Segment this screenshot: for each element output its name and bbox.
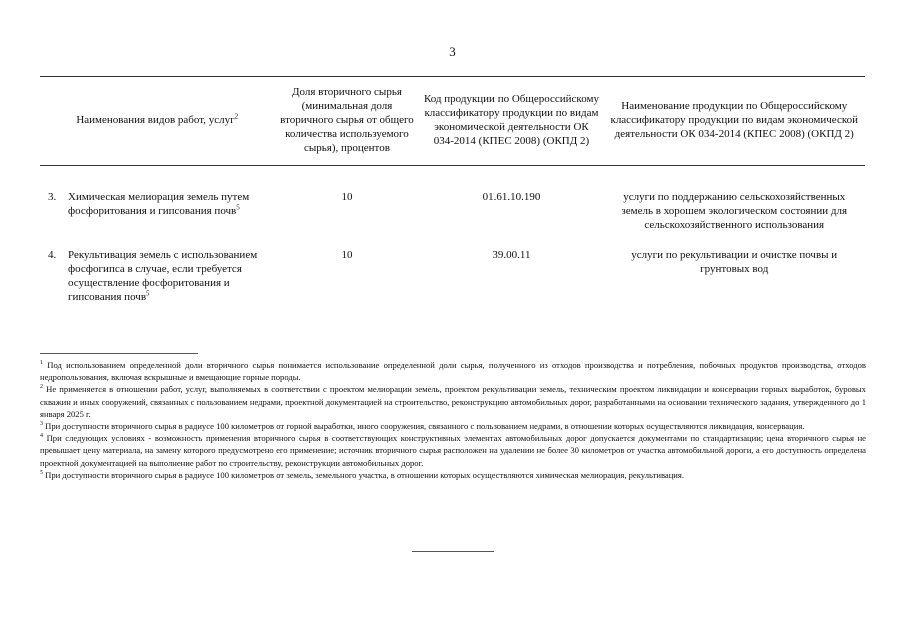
row-number: 4. (48, 249, 57, 261)
row-name-text: Рекультивация земель с использованием фосфогипса в случае, если требуется осуществление фосфоритования и гипсования почв (68, 249, 258, 303)
row-footnote-ref: 5 (236, 203, 240, 212)
bottom-separator (412, 551, 494, 552)
row-share: 10 (341, 249, 353, 261)
page-number: 3 (449, 44, 456, 59)
row-work-name (40, 232, 274, 304)
header-share: Доля вторичного сырья (минимальная доля вторичного сырья от общего количества используемого сырья), процентов (274, 77, 419, 166)
footnotes (40, 359, 866, 481)
row-code: 01.61.10.190 (482, 191, 541, 203)
header-work-type: Наименования видов работ, услуг$^2$ (40, 77, 274, 166)
table-row (40, 232, 865, 304)
row-work-name (40, 166, 274, 233)
header-product: Наименование продукции по Общероссийскому классификатору продукции по видам экономической деятельности ОК 034-2014 (КПЕС 2008) (ОКПД 2) (603, 77, 865, 166)
footnote: $^2$ Не применяется в отношении работ, услуг, выполняемых в соответствии с проектом мелиорации земель, проектом рекультивации земель, техническим проектом ликвидации и консервации горных выработок, буровых скважин и иных сооружений, связанных с пользованием недрами, проектной документацией на строительство, реконструкцию автомобильных дорог, разработанными на основании технического задания, утвержденного до 1 января 2025 г. (40, 384, 866, 419)
header-code: Код продукции по Общероссийскому классификатору продукции по видам экономической деятельности ОК 034-2014 (КПЕС 2008) (ОКПД 2) (419, 77, 603, 166)
row-name-text: Химическая мелиорация земель путем фосфоритования и гипсования почв (68, 191, 250, 217)
data-table (40, 76, 865, 304)
row-share: 10 (341, 191, 353, 203)
footnote: $^3$ При доступности вторичного сырья в радиусе 100 километров от горной выработки, иного сооружения, связанного с пользованием недрами, в отношении которых осуществляются ликвидация, консервация. (40, 421, 805, 432)
row-code: 39.00.11 (492, 249, 531, 261)
table-header-row (40, 77, 865, 166)
footnote-separator (40, 353, 198, 354)
footnote: $^4$ При следующих условиях - возможность применения вторичного сырья в соответствующих конструктивных элементах автомобильных дорог допускается документами по стандартизации; цена вторичного сырья не превышает цену материала, на замену которого предусмотрено его применение; источник вторичного сырья расположен на удалении не более 30 километров от участка автомобильной дороги, а его доступность определена проектной документацией на выполнение работ по строительству, реконструкции автомобильных дорог. (40, 433, 866, 468)
footnote: $^5$ При доступности вторичного сырья в радиусе 100 километров от земель, земельного участка, в отношении которых осуществляются химическая мелиорация, рекультивация. (40, 469, 684, 480)
footnote: $^1$ Под использованием определенной доли вторичного сырья понимается использование определенной доли сырья, полученного из отходов производства и потребления, побочных продуктов производства, отходов недропользования, включая вскрышные и вмещающие горные породы. (40, 360, 866, 383)
table-row (40, 166, 865, 233)
row-product: услуги по поддержанию сельскохозяйственных земель в хорошем экологическом состоянии для сельскохозяйственного использования (621, 191, 848, 231)
row-product: услуги по рекультивации и очистке почвы и грунтовых вод (631, 249, 838, 275)
row-footnote-ref: 5 (146, 289, 150, 298)
row-number: 3. (48, 191, 57, 203)
